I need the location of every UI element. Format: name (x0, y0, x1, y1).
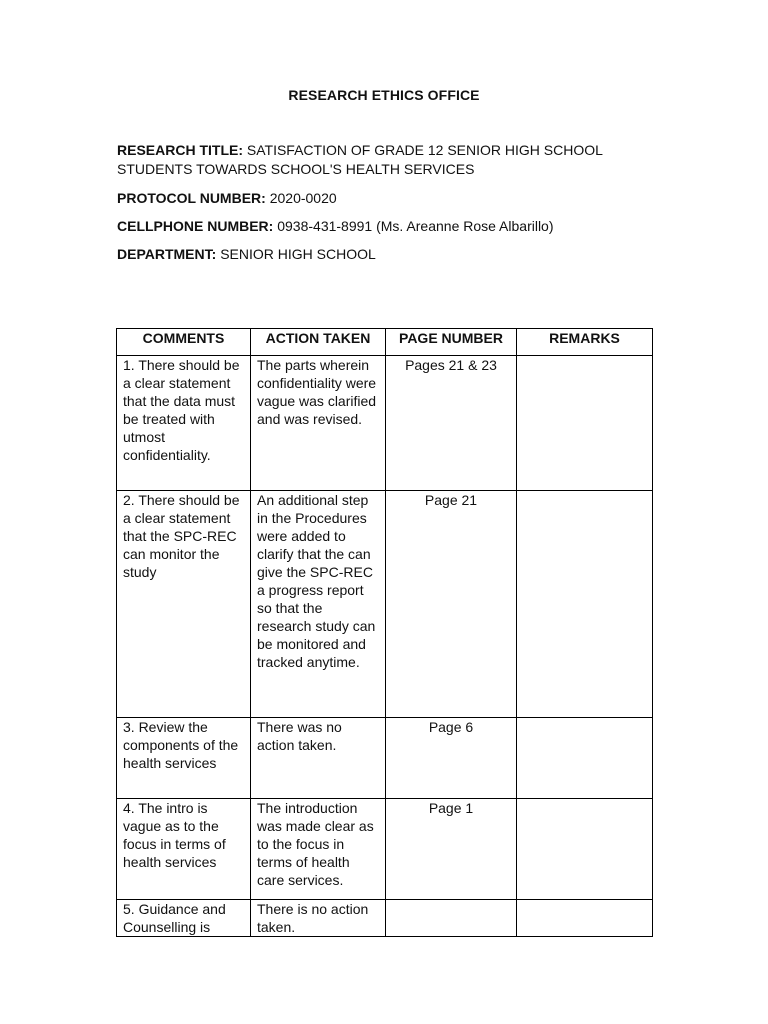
action-cell: The parts wherein confidentiality were vague was clarified and was revised. (251, 356, 386, 491)
cellphone-number-line (117, 217, 657, 236)
page-number-cell: Page 21 (386, 491, 517, 718)
remarks-cell (517, 799, 653, 900)
action-cell: There is no action taken. (251, 900, 386, 937)
page-number-cell: Page 6 (386, 718, 517, 799)
department-line (117, 245, 657, 264)
page-number-cell: Pages 21 & 23 (386, 356, 517, 491)
header-comments: COMMENTS (117, 329, 251, 356)
table-row (117, 718, 653, 799)
action-cell: An additional step in the Procedures were added to clarify that the can give the SPC-REC a progress report so that the research study can be monitored and tracked anytime. (251, 491, 386, 718)
remarks-cell (517, 356, 653, 491)
table-row (117, 491, 653, 718)
protocol-number-line (117, 189, 657, 208)
office-title: RESEARCH ETHICS OFFICE (288, 87, 480, 103)
page-number-cell: Page 1 (386, 799, 517, 900)
protocol-number-label: PROTOCOL NUMBER: (117, 190, 266, 206)
table-row (117, 900, 653, 937)
comment-cell: 2. There should be a clear statement that the SPC-REC can monitor the study (117, 491, 251, 718)
header-action-taken: ACTION TAKEN (251, 329, 386, 356)
action-cell: There was no action taken. (251, 718, 386, 799)
remarks-cell (517, 491, 653, 718)
header-remarks: REMARKS (517, 329, 653, 356)
comments-table (116, 328, 653, 937)
comment-cell: 1. There should be a clear statement that the data must be treated with utmost confidentiality. (117, 356, 251, 491)
table-header-row (117, 329, 653, 356)
table-row (117, 356, 653, 491)
department-value: SENIOR HIGH SCHOOL (220, 246, 376, 262)
research-title-label: RESEARCH TITLE: (117, 142, 243, 158)
cellphone-number-value: 0938-431-8991 (Ms. Areanne Rose Albarillo) (277, 218, 554, 234)
action-cell: The introduction was made clear as to the focus in terms of health care services. (251, 799, 386, 900)
comment-cell: 5. Guidance and Counselling is (117, 900, 251, 937)
page-number-cell (386, 900, 517, 937)
research-title-value: SATISFACTION OF GRADE 12 SENIOR HIGH SCHOOL STUDENTS TOWARDS SCHOOL'S HEALTH SERVICES (117, 142, 603, 177)
research-title-line (117, 141, 657, 179)
protocol-number-value: 2020-0020 (269, 190, 337, 206)
comment-cell: 3. Review the components of the health services (117, 718, 251, 799)
table-row (117, 799, 653, 900)
header-page-number: PAGE NUMBER (386, 329, 517, 356)
department-label: DEPARTMENT: (117, 246, 217, 262)
remarks-cell (517, 900, 653, 937)
comment-cell: 4. The intro is vague as to the focus in terms of health services (117, 799, 251, 900)
remarks-cell (517, 718, 653, 799)
cellphone-number-label: CELLPHONE NUMBER: (117, 218, 274, 234)
